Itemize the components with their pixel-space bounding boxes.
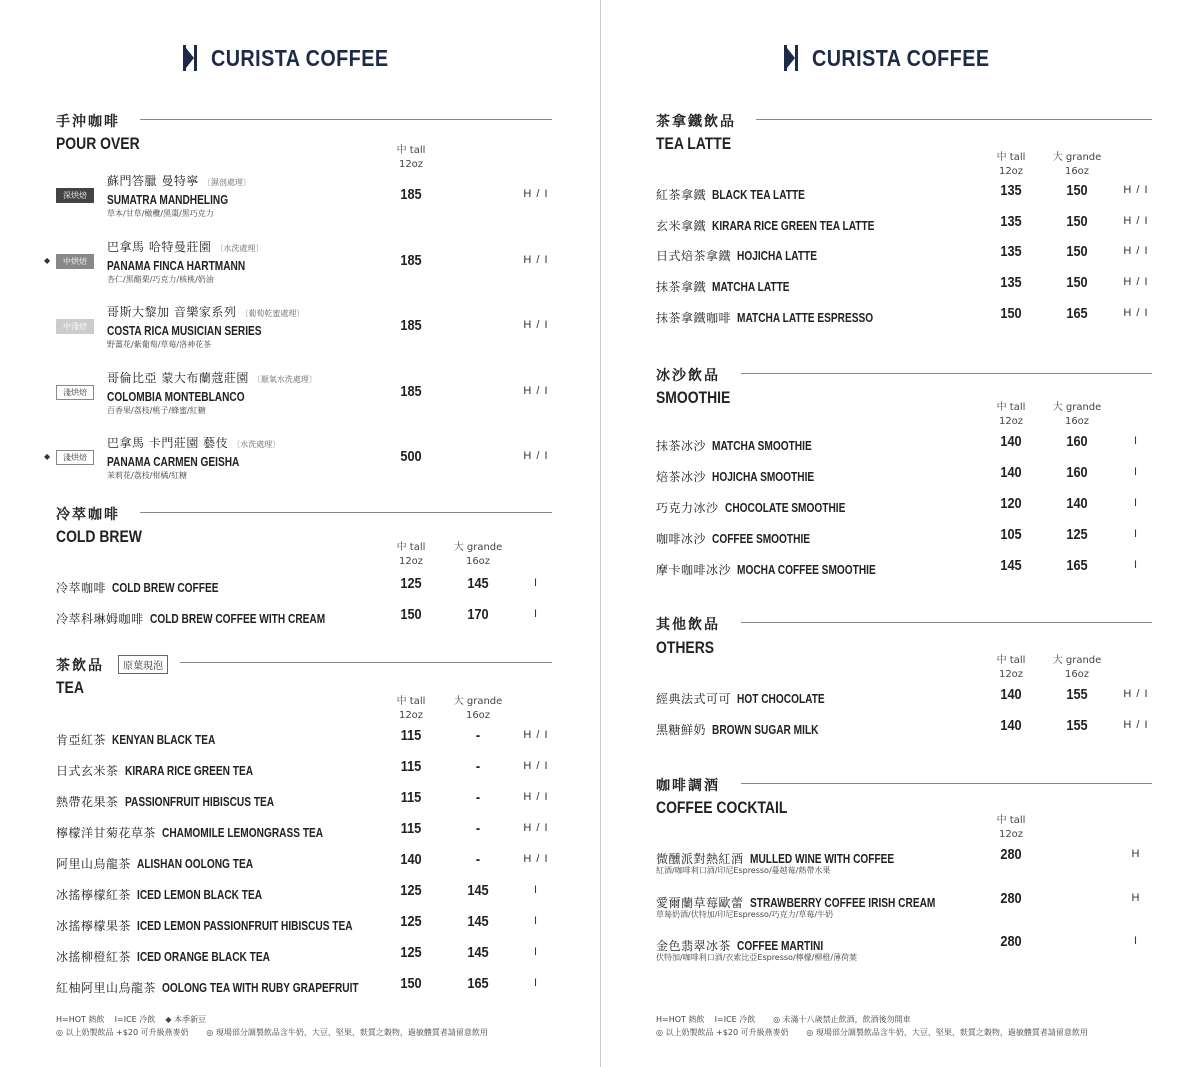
price-tall: 280 [1000,933,1022,950]
menu-item-name [56,853,286,872]
pour-over-name-en [107,386,283,405]
size-label: 中 tall [996,655,1026,666]
section-title-en: COLD BREW [56,527,142,546]
section-title-en: SMOOTHIE [656,388,731,407]
price-grande: 160 [1066,464,1088,481]
menu-item-name [56,577,249,596]
price-tall: 150 [1000,304,1022,322]
menu-item-name [656,688,849,707]
pour-over-name-zh [107,432,280,451]
price-grande: 145 [467,913,489,930]
size-label: 大 grande [1052,402,1102,413]
size-oz: 16oz [1064,416,1090,427]
hot-ice-indicator: H [1131,891,1141,904]
process-tag: 〔濕剖處理〕 [202,178,251,187]
hot-ice-indicator: H / I [1123,214,1149,227]
price-tall: 125 [400,913,422,930]
menu-item-name [56,946,307,965]
price-grande: 145 [467,944,489,961]
price-tall: 140 [400,851,422,868]
hot-ice-indicator: H / I [1123,306,1149,319]
size-label: 大 grande [1052,655,1102,666]
item-name-zh: 日式玄米茶 [56,764,119,778]
item-name-zh: 抹茶拿鐵 [656,280,707,295]
price-grande: 170 [467,606,489,623]
item-name-en: MATCHA LATTE [712,279,790,295]
seasonal-diamond-icon: ◆ [44,255,51,265]
item-name-zh: 阿里山烏龍茶 [56,857,132,871]
hot-ice-indicator: H / I [523,450,549,462]
flavor-notes: 茉莉花/荔枝/柑橘/紅糖 [107,471,188,480]
process-tag: 〔葡萄乾蜜處理〕 [240,309,305,318]
brand-name: CURISTA COFFEE [811,44,990,71]
price-tall: 140 [1000,464,1022,481]
hot-ice-indicator: H / I [523,188,549,200]
size-oz: 12oz [998,416,1024,427]
price-tall: 105 [1000,526,1022,543]
item-name-en: HOT CHOCOLATE [737,691,825,706]
menu-item-name [656,528,838,547]
size-header-tall [991,814,1031,842]
note-alcohol-age: ◎ 未滿十八歲禁止飲酒，飲酒後勿開車 [773,1015,911,1024]
menu-item-name [56,760,289,779]
item-name-en: MULLED WINE WITH COFFEE [749,851,894,866]
price-tall: 145 [1000,557,1022,574]
item-name-zh: 熱帶花果茶 [56,795,119,809]
item-name-zh: 金色翡翠冰茶 [656,939,732,953]
size-oz: 12oz [998,166,1024,177]
legend-seasonal: ◆ 本季新豆 [165,1015,207,1024]
price-tall: 125 [400,575,422,592]
price-tall: 185 [400,317,422,334]
pour-over-name-zh [107,170,251,189]
price-tall: 280 [1000,889,1022,907]
item-name-en: MATCHA LATTE ESPRESSO [737,309,874,325]
section-title-en: COFFEE COCKTAIL [656,798,788,817]
item-name-en: HOJICHA SMOOTHIE [712,469,815,484]
section-title-zh: 茶飲品 [56,658,104,674]
size-oz: 12oz [998,829,1024,840]
pour-over-name-en [107,320,305,339]
size-oz: 12oz [398,556,424,567]
price-grande: - [475,758,481,775]
process-tag: 〔厭氧水洗處理〕 [252,374,317,384]
size-header-grande [1047,401,1107,429]
size-label: 中 tall [396,542,426,553]
item-name-zh: 玄米拿鐵 [656,218,707,233]
size-header-grande [448,695,508,723]
item-name-en: KENYAN BLACK TEA [112,732,216,747]
note-oat-milk: ◎ 以上奶製飲品 +$20 可升級燕麥奶 [56,1028,189,1037]
menu-item-name [56,884,297,903]
item-name-zh: 摩卡咖啡冰沙 [656,563,732,577]
pour-over-name-zh [107,236,263,255]
price-grande: - [475,851,481,868]
flavor-notes: 百香果/荔枝/桃子/蜂蜜/紅糖 [107,405,206,415]
price-tall: 140 [1000,686,1022,703]
hot-ice-indicator: H / I [523,853,549,865]
flavor-notes: 野薑花/紫葡萄/草莓/洛神花茶 [107,340,212,349]
brand-header [601,44,1200,72]
brand-header [0,44,600,72]
price-tall: 125 [400,944,422,961]
size-header-tall [991,151,1031,179]
size-label: 中 tall [396,145,426,156]
section-title-zh: 冰沙飲品 [656,368,720,384]
price-grande: - [475,820,481,837]
footer-legend [56,1014,206,1025]
menu-item-name [56,791,316,810]
menu-item-name [656,466,843,485]
item-name-zh: 冷萃咖啡 [56,581,107,595]
size-oz: 12oz [398,159,424,170]
hot-ice-indicator: H / I [1123,276,1149,289]
price-grande: 165 [1066,557,1088,574]
flavor-notes: 杏仁/黑醋栗/巧克力/核桃/奶油 [107,274,214,284]
hot-ice-indicator: H / I [1123,688,1149,700]
price-grande: 125 [1066,526,1088,543]
item-name-en: CHOCOLATE SMOOTHIE [724,500,845,515]
price-grande: 150 [1066,274,1088,292]
hot-ice-indicator: I [533,946,539,958]
price-grande: 150 [1066,243,1088,261]
hot-ice-indicator: I [1133,559,1139,571]
item-name-zh: 檸檬洋甘菊花草茶 [56,826,157,840]
hot-ice-indicator: I [1133,466,1139,478]
item-name-en: OOLONG TEA WITH RUBY GRAPEFRUIT [162,980,359,995]
item-name-zh: 抹茶冰沙 [656,439,707,453]
item-name-zh: 冰搖柳橙紅茶 [56,950,132,964]
legend-hot: H=HOT 熱飲 [656,1015,705,1024]
curista-logo-icon [783,44,799,72]
item-name-en: PANAMA FINCA HARTMANN [107,257,246,273]
hot-ice-indicator: H / I [1123,245,1149,258]
hot-ice-indicator: I [1133,528,1139,540]
ingredient-notes: 草莓奶酒/伏特加/印尼Espresso/巧克力/草莓/牛奶 [656,909,834,919]
price-tall: 135 [1000,182,1022,199]
item-name-en: ICED LEMON PASSIONFRUIT HIBISCUS TEA [137,918,353,933]
section-divider [140,119,552,120]
price-tall: 135 [1000,212,1022,230]
pour-over-name-en [107,255,284,274]
item-name-en: ICED LEMON BLACK TEA [137,887,263,902]
section-tag: 原葉現泡 [118,655,168,674]
price-tall: 115 [400,727,422,744]
seasonal-diamond-icon: ◆ [44,452,51,461]
price-tall: 185 [400,186,422,203]
note-allergy: ◎ 現場部分調製飲品含牛奶、大豆、堅果、麩質之穀物，過敏體質者請留意飲用 [806,1028,1088,1037]
price-tall: 115 [400,820,422,837]
item-name-zh: 巴拿馬 卡門莊園 藝伎 [107,436,229,450]
item-name-en: PANAMA CARMEN GEISHA [107,454,240,469]
note-allergy: ◎ 現場部分調製飲品含牛奶、大豆、堅果、麩質之穀物，過敏體質者請留意飲用 [206,1028,488,1037]
item-name-zh: 日式焙茶拿鐵 [656,249,732,264]
item-name-en: COLD BREW COFFEE [112,580,219,595]
legend-ice: I=ICE 冷飲 [714,1015,756,1024]
item-name-en: SUMATRA MANDHELING [107,192,229,207]
menu-item-name [56,608,374,627]
item-name-en: ALISHAN OOLONG TEA [137,856,254,871]
hot-ice-indicator: H / I [523,729,549,741]
item-name-zh: 微醺派對熱紅酒 [656,852,744,866]
section-title-zh: 茶拿鐵飲品 [656,114,736,130]
legend-ice: I=ICE 冷飲 [114,1015,156,1024]
hot-ice-indicator: I [533,884,539,896]
hot-ice-indicator: I [533,977,539,989]
brand-name: CURISTA COFFEE [211,44,389,71]
size-header-grande [1047,151,1107,179]
size-header-tall [391,695,431,723]
menu-item-name [56,915,413,934]
item-name-zh: 抹茶拿鐵咖啡 [656,310,732,325]
price-grande: 155 [1066,717,1088,734]
pour-over-name-en [107,189,262,208]
item-name-en: KIRARA RICE GREEN TEA LATTE [712,217,875,233]
price-tall: 125 [400,882,422,899]
size-label: 大 grande [453,542,503,553]
item-name-en: HOJICHA LATTE [737,248,818,264]
size-header-tall [991,654,1031,682]
size-oz: 16oz [465,556,491,567]
hot-ice-indicator: I [533,608,539,620]
price-grande: 145 [467,882,489,899]
item-name-zh: 巧克力冰沙 [656,501,719,515]
price-tall: 140 [1000,717,1022,734]
size-oz: 16oz [1064,166,1090,177]
item-name-en: CHAMOMILE LEMONGRASS TEA [162,825,324,840]
item-name-zh: 蘇門答臘 曼特寧 [107,174,199,188]
hot-ice-indicator: I [533,577,539,589]
price-grande: 165 [1066,304,1088,322]
section-divider [140,512,552,513]
hot-ice-indicator: I [533,915,539,927]
item-name-zh: 紅柚阿里山烏龍茶 [56,981,157,995]
item-name-zh: 冰搖檸檬果茶 [56,919,132,933]
size-label: 大 grande [1052,152,1102,163]
price-tall: 150 [400,975,422,992]
roast-level-badge: 中淺焙 [56,319,94,334]
item-name-en: MATCHA SMOOTHIE [712,438,812,453]
section-title-zh: 手沖咖啡 [56,114,120,130]
roast-level-badge: 深烘焙 [56,188,94,203]
ingredient-notes: 紅酒/咖啡利口酒/印尼Espresso/蔓越莓/熱帶水果 [656,866,831,875]
item-name-zh: 咖啡冰沙 [656,532,707,546]
price-tall: 185 [400,382,422,400]
item-name-zh: 肯亞紅茶 [56,733,107,747]
item-name-en: COFFEE SMOOTHIE [712,531,811,546]
menu-page-right [601,0,1200,1067]
section-title-zh: 冷萃咖啡 [56,507,120,523]
hot-ice-indicator: H [1131,848,1141,860]
section-divider [741,783,1152,784]
price-tall: 115 [400,789,422,806]
item-name-en: COSTA RICA MUSICIAN SERIES [107,323,262,338]
hot-ice-indicator: I [1133,935,1139,947]
item-name-en: COLOMBIA MONTEBLANCO [107,388,245,404]
menu-item-name [656,497,879,516]
section-title-en: POUR OVER [56,134,140,153]
roast-level-badge: 中烘焙 [56,254,94,269]
price-grande: 160 [1066,433,1088,450]
size-oz: 12oz [998,669,1024,680]
price-grande: 140 [1066,495,1088,512]
item-name-zh: 黑糖鮮奶 [656,723,707,737]
item-name-zh: 冰搖檸檬紅茶 [56,888,132,902]
size-header-tall [391,144,431,172]
price-grande: 165 [467,975,489,992]
menu-item-name [656,215,920,234]
price-tall: 150 [400,606,422,623]
pour-over-name-zh [107,367,317,386]
item-name-en: COFFEE MARTINI [737,938,824,953]
menu-item-name [656,559,915,578]
item-name-en: BROWN SUGAR MILK [712,722,819,737]
item-name-en: MOCHA COFFEE SMOOTHIE [737,562,876,577]
hot-ice-indicator: H / I [523,253,549,266]
size-header-grande [1047,654,1107,682]
menu-item-name [656,245,840,264]
menu-item-name [56,822,369,841]
section-divider [741,373,1152,374]
price-grande: 145 [467,575,489,592]
footer-notes [56,1027,488,1038]
hot-ice-indicator: I [1133,497,1139,509]
pour-over-name-en [107,451,277,470]
footer-notes [656,1027,1088,1038]
price-tall: 140 [1000,433,1022,450]
curista-logo-icon [182,44,198,72]
section-divider [180,662,552,663]
price-tall: 115 [400,758,422,775]
item-name-zh: 經典法式可可 [656,692,732,706]
hot-ice-indicator: H / I [523,384,549,397]
menu-item-name [656,307,912,326]
item-name-en: KIRARA RICE GREEN TEA [124,763,253,778]
section-divider [741,622,1152,623]
section-title-zh: 咖啡調酒 [656,778,720,794]
item-name-zh: 冷萃科琳姆咖啡 [56,612,144,626]
price-grande: 150 [1066,212,1088,230]
menu-item-name [656,184,831,203]
hot-ice-indicator: H / I [523,791,549,803]
size-oz: 16oz [1064,669,1090,680]
item-name-en: PASSIONFRUIT HIBISCUS TEA [124,794,274,809]
section-title-en: OTHERS [656,638,715,657]
item-name-zh: 哥倫比亞 蒙大布蘭蔻莊園 [107,370,249,385]
size-oz: 12oz [398,710,424,721]
item-name-zh: 巴拿馬 哈特曼莊園 [107,239,212,254]
hot-ice-indicator: H / I [523,822,549,834]
item-name-en: BLACK TEA LATTE [712,187,805,202]
price-grande: - [475,789,481,806]
size-label: 大 grande [453,696,503,707]
menu-item-name [656,276,811,295]
hot-ice-indicator: H / I [1123,719,1149,731]
size-header-tall [391,541,431,569]
section-divider [756,119,1152,120]
menu-item-name [656,719,849,738]
size-oz: 16oz [465,710,491,721]
item-name-zh: 焙茶冰沙 [656,470,707,484]
section-title-en: TEA [56,678,84,697]
price-tall: 120 [1000,495,1022,512]
price-tall: 500 [400,448,422,465]
note-oat-milk: ◎ 以上奶製飲品 +$20 可升級燕麥奶 [656,1028,789,1037]
item-name-en: COLD BREW COFFEE WITH CREAM [149,611,325,626]
price-tall: 135 [1000,274,1022,292]
roast-level-badge: 淺烘焙 [56,450,94,465]
item-name-zh: 紅茶拿鐵 [656,188,707,202]
section-title-zh: 其他飲品 [656,617,720,633]
roast-level-badge: 淺烘焙 [56,385,94,400]
legend-hot: H=HOT 熱飲 [56,1015,105,1024]
price-tall: 135 [1000,243,1022,261]
item-name-en: STRAWBERRY COFFEE IRISH CREAM [749,894,935,910]
process-tag: 〔水洗處理〕 [215,243,264,253]
size-header-grande [448,541,508,569]
item-name-zh: 愛爾蘭草莓歐蕾 [656,895,744,910]
size-label: 中 tall [996,152,1026,163]
hot-ice-indicator: I [1133,435,1139,447]
flavor-notes: 草本/甘草/橄欖/黑棗/黑巧克力 [107,209,214,218]
price-grande: - [475,727,481,744]
pour-over-name-zh [107,301,304,320]
menu-item-name [56,729,244,748]
hot-ice-indicator: H / I [523,760,549,772]
section-title-en: TEA LATTE [656,134,732,153]
footer-legend [656,1014,911,1025]
size-label: 中 tall [996,402,1026,413]
menu-item-name [56,977,414,996]
price-tall: 185 [400,251,422,269]
price-grande: 155 [1066,686,1088,703]
size-label: 中 tall [996,815,1026,826]
process-tag: 〔水洗處理〕 [232,440,281,449]
hot-ice-indicator: H / I [1123,184,1149,196]
ingredient-notes: 伏特加/咖啡利口酒/衣索比亞Espresso/檸檬/柳橙/薄荷葉 [656,953,858,962]
item-name-zh: 哥斯大黎加 音樂家系列 [107,305,237,319]
size-label: 中 tall [396,696,426,707]
price-grande: 150 [1066,182,1088,199]
price-tall: 280 [1000,846,1022,863]
item-name-en: ICED ORANGE BLACK TEA [137,949,270,964]
menu-item-name [656,435,840,454]
hot-ice-indicator: H / I [523,319,549,331]
size-header-tall [991,401,1031,429]
